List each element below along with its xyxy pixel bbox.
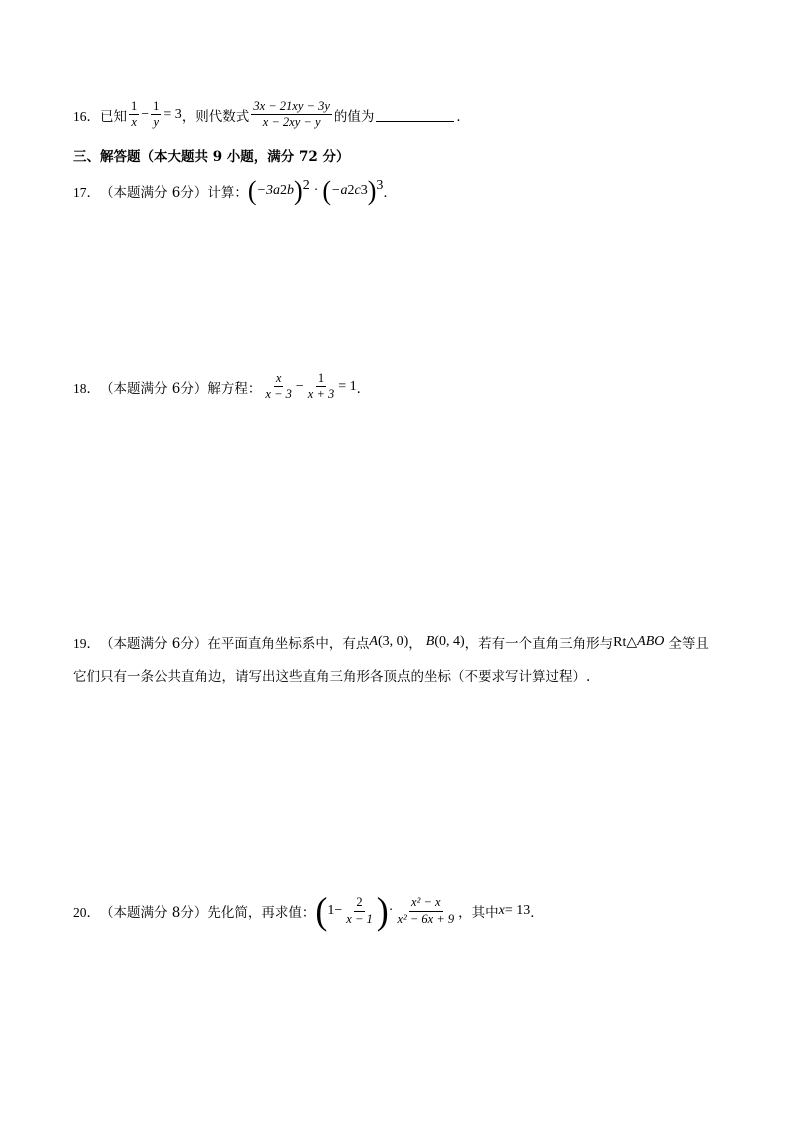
- question-number: 16．: [73, 108, 100, 124]
- fraction-x-over-x-minus-3: $\frac{x}{x - 3}$: [265, 371, 292, 402]
- question-text: ，则代数式: [181, 108, 250, 125]
- expression: ( −3a 2 b ) 2 · ( −a 2 c 3 ) 3: [247, 175, 384, 206]
- fraction-1-over-x: $\frac{1}{x}$: [131, 99, 138, 130]
- question-text: 全等且: [668, 636, 709, 652]
- point-a-label: A: [369, 634, 378, 649]
- fraction-1-over-x-plus-3: $\frac{1}{x + 3}$: [307, 371, 335, 402]
- question-number: 17．: [73, 185, 100, 200]
- rt-triangle-symbol: Rt△: [613, 634, 638, 650]
- point-b-label: B: [425, 634, 435, 649]
- point-a-coord: (3, 0): [377, 634, 409, 649]
- question-text: 已知: [100, 108, 127, 125]
- question-number: 20．: [73, 905, 100, 920]
- fraction-expression: $\frac{3x - 21xy - 3y}{x - 2xy - y}$: [253, 99, 330, 130]
- question-text: （本题满分 6分）在平面直角坐标系中，有点: [100, 636, 370, 652]
- question-17: 17． （本题满分 6分）计算： ( −3a 2 b ) 2 · ( −a 2 c 3 ) 3 ．: [73, 175, 397, 206]
- triangle-name: ABO: [637, 634, 665, 649]
- question-text: （本题满分 6分）解方程：: [100, 380, 262, 397]
- answer-blank[interactable]: [376, 107, 454, 122]
- section-header: 三、解答题（本大题共 9 小题，满分 72 分）: [73, 149, 350, 165]
- question-18: 18． （本题满分 6分）解方程： $\frac{x}{x - 3}$ − $\frac{1}{x + 3}$ = 1 ．: [73, 371, 371, 402]
- fraction-1-over-y: $\frac{1}{y}$: [153, 99, 160, 130]
- question-19-line-2: 它们只有一条公共直角边，请写出这些直角三角形各顶点的坐标（不要求写计算过程）.: [73, 669, 591, 685]
- question-text: ，若有一个直角三角形与: [464, 636, 614, 652]
- question-number: 19．: [73, 636, 100, 651]
- question-text: （本题满分 8分）先化简，再求值：: [100, 905, 316, 921]
- fraction-2-over-x-minus-1: $\frac{2}{x - 1}$: [346, 895, 373, 926]
- question-text: ，其中: [458, 905, 499, 921]
- point-b-coord: (0, 4): [434, 634, 465, 649]
- fraction-expression: $\frac{\text{x² − x}}{\text{x² − 6x + 9}}$: [397, 895, 455, 926]
- question-20: 20． （本题满分 8分）先化简，再求值： ( 1− $\frac{2}{x - 1}$ ) · $\frac{\text{x² − x}}{\text{x² − 6x + 9}}$ ，其中 x = 13 ．: [73, 890, 544, 932]
- question-text: （本题满分 6分）计算：: [100, 185, 248, 201]
- question-16: 16． 已知 $\frac{1}{x}$ − $\frac{1}{y}$ = 3 ，则代数式 $\frac{3x - 21xy - 3y}{x - 2xy - y}$ 的值为 ．: [73, 99, 470, 130]
- question-text: 的值为: [333, 108, 375, 125]
- question-number: 18．: [73, 380, 100, 396]
- question-19-line-1: 19． （本题满分 6分）在平面直角坐标系中，有点 A (3, 0) ， B (0, 4) ，若有一个直角三角形与 Rt△ ABO 全等且: [73, 634, 709, 652]
